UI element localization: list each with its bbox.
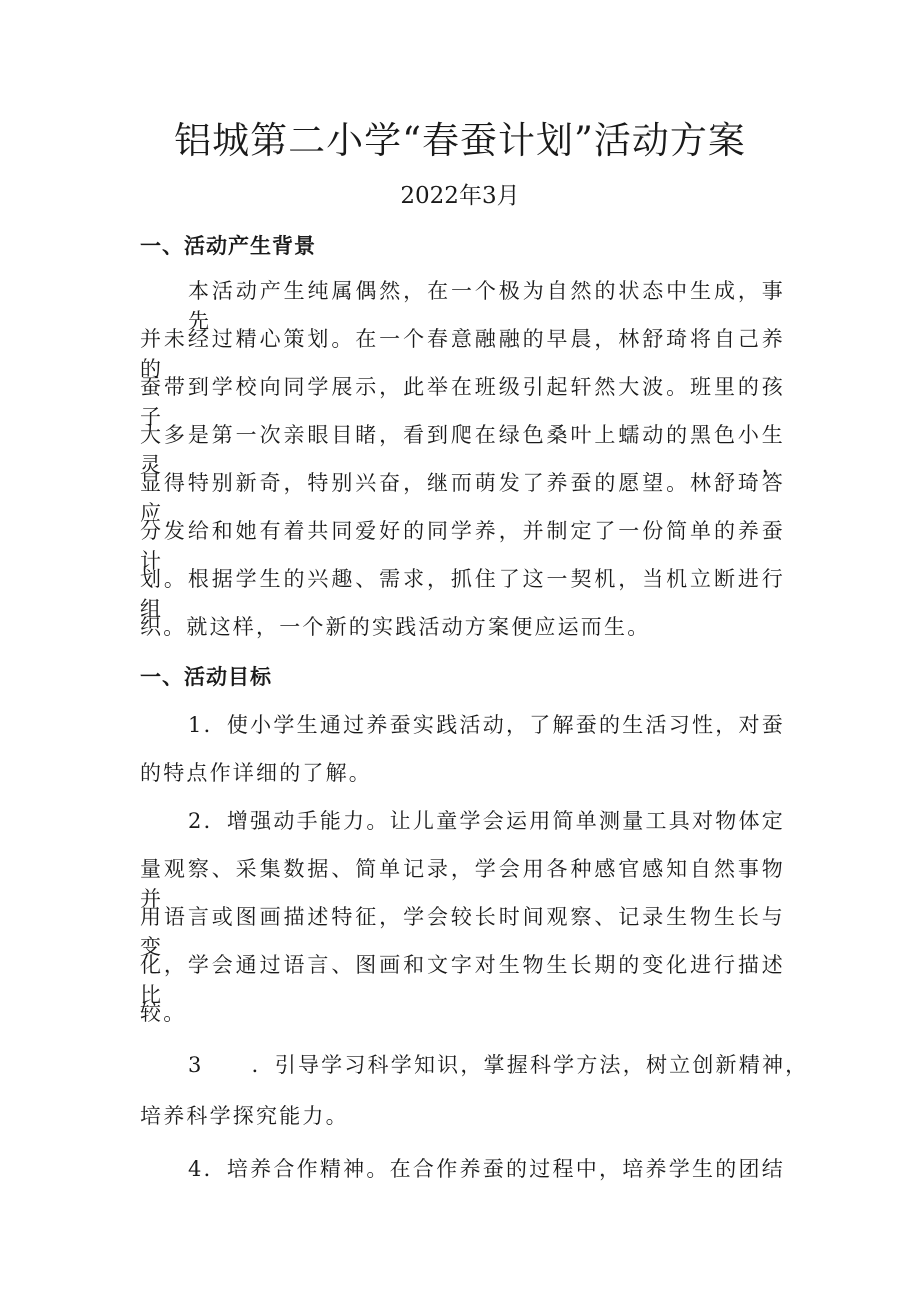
goal-2-line: 较。 bbox=[140, 1001, 187, 1025]
paragraph-line: 分发给和她有着共同爱好的同学养，并制定了一份简单的养蚕计 bbox=[140, 519, 785, 573]
document-date: 2022年3月 bbox=[400, 183, 520, 209]
goal-2-line: 化，学会通过语言、图画和文字对生物生长期的变化进行描述比 bbox=[140, 953, 785, 1007]
paragraph-line: 织。就这样，一个新的实践活动方案便应运而生。 bbox=[140, 615, 651, 639]
section-heading-background: 一、活动产生背景 bbox=[140, 234, 316, 258]
paragraph-line: 并未经过精心策划。在一个春意融融的早晨，林舒琦将自己养的 bbox=[140, 327, 785, 381]
goal-3-text: ．引导学习科学知识，掌握科学方法，树立创新精神， bbox=[251, 1053, 809, 1077]
goal-4-line: 4．培养合作精神。在合作养蚕的过程中，培养学生的团结 bbox=[188, 1157, 785, 1181]
goal-2-line: 量观察、采集数据、简单记录，学会用各种感官感知自然事物并 bbox=[140, 857, 785, 911]
goal-1-line: 1．使小学生通过养蚕实践活动，了解蚕的生活习性，对蚕 bbox=[188, 713, 785, 737]
paragraph-line: 本活动产生纯属偶然，在一个极为自然的状态中生成，事先 bbox=[188, 279, 785, 333]
goal-1-line: 的特点作详细的了解。 bbox=[140, 761, 372, 785]
goal-2-line: 2．增强动手能力。让儿童学会运用简单测量工具对物体定 bbox=[188, 809, 785, 833]
paragraph-line: 大多是第一次亲眼目睹，看到爬在绿色桑叶上蠕动的黑色小生灵， bbox=[140, 423, 785, 477]
goal-3-line: 培养科学探究能力。 bbox=[140, 1104, 349, 1128]
section-heading-goals: 一、活动目标 bbox=[140, 665, 272, 689]
paragraph-line: 显得特别新奇，特别兴奋，继而萌发了养蚕的愿望。林舒琦答应 bbox=[140, 471, 785, 525]
goal-2-line: 用语言或图画描述特征，学会较长时间观察、记录生物生长与变 bbox=[140, 905, 785, 959]
paragraph-line: 划。根据学生的兴趣、需求，抓住了这一契机，当机立断进行组 bbox=[140, 567, 785, 621]
paragraph-line: 蚕带到学校向同学展示，此举在班级引起轩然大波。班里的孩子 bbox=[140, 375, 785, 429]
goal-3-line bbox=[188, 1049, 809, 1079]
document-title: 铝城第二小学“春蚕计划”活动方案 bbox=[174, 119, 746, 162]
goal-3-number: 3 bbox=[188, 1053, 204, 1077]
